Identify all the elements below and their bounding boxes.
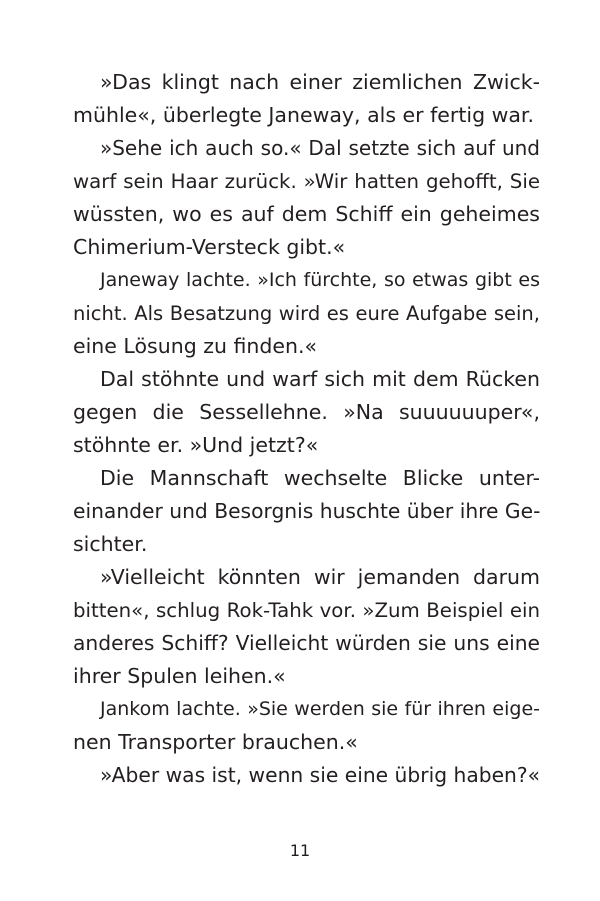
text-line: eine Lösung zu finden.« [73,334,318,358]
text-line: mühle«, überlegte Janeway, als er fertig war. [73,103,534,127]
text-line: anderes Schiff? Vielleicht würden sie uns eine [73,631,540,655]
page-text [73,66,540,792]
text-line: Chimerium-Versteck gibt.« [73,235,346,259]
text-line: bitten«, schlug Rok-Tahk vor. »Zum Beispiel ein [73,599,540,622]
text-line: »Vielleicht könnten wir jemanden darum [100,565,540,589]
text-line: nen Transporter brauchen.« [73,730,358,754]
text-line: stöhnte er. »Und jetzt?« [73,433,319,457]
text-line: Dal stöhnte und warf sich mit dem Rücken [100,367,540,391]
text-line: Die Mannschaft wechselte Blicke unter- [100,466,540,490]
text-line: »Das klingt nach einer ziemlichen Zwick- [100,70,540,94]
text-line: »Sehe ich auch so.« Dal setzte sich auf und [100,136,540,160]
text-line: wüssten, wo es auf dem Schiff ein geheimes [73,202,540,226]
page-number: 11 [289,841,311,860]
text-line: sichter. [73,532,148,556]
text-line: warf sein Haar zurück. »Wir hatten gehofft, Sie [73,170,540,193]
text-line: gegen die Sessellehne. »Na suuuuuuper«, [73,400,540,424]
text-line: Janeway lachte. »Ich fürchte, so etwas gibt es [100,269,540,291]
text-line: einander und Besorgnis huschte über ihre Ge- [73,499,541,523]
text-line: ihrer Spulen leihen.« [73,664,286,688]
text-line: nicht. Als Besatzung wird es eure Aufgabe sein, [73,302,540,325]
text-line: »Aber was ist, wenn sie eine übrig haben?« [100,763,541,787]
text-line: Jankom lachte. »Sie werden sie für ihren eige- [100,698,540,720]
